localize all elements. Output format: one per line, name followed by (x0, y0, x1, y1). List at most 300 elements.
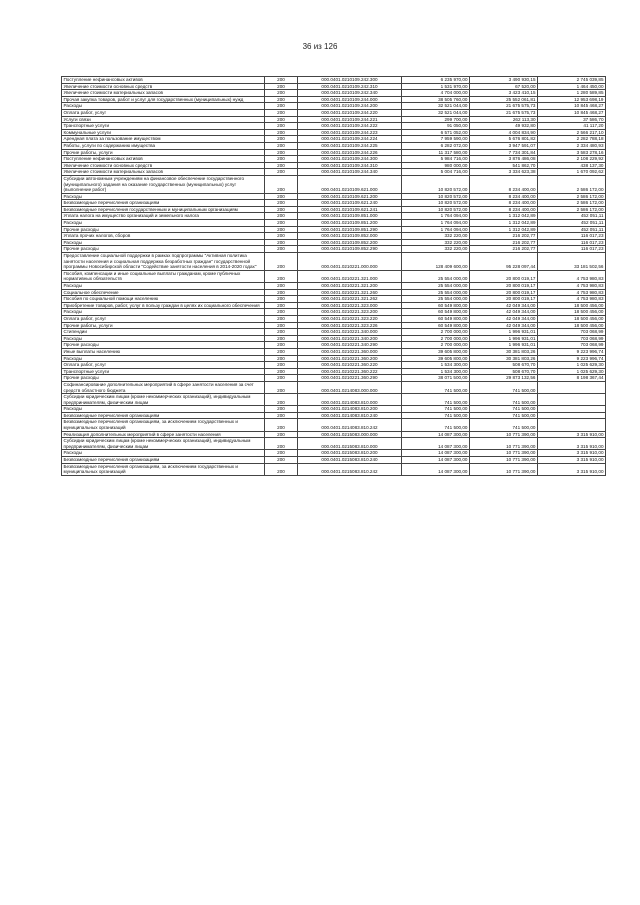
row-code-cell: 200 (265, 193, 298, 200)
row-remaining-cell: 4 753 980,83 (538, 289, 606, 296)
row-name-cell: Прочие расходы (62, 226, 265, 233)
row-kbk-cell: 000.0401.0210221.360.000 (298, 348, 402, 355)
row-remaining-cell: 18 500 456,00 (538, 322, 606, 329)
row-kbk-cell: 000.0401.0215083.810.200 (298, 450, 402, 457)
row-approved-cell: 38 505 760,00 (402, 96, 470, 103)
row-name-cell: Субсидии автономным учреждениям на финансовое обеспечение государственного (муниципального) задания на оказание государственных (муниципальных) услуг (выполнение работ) (62, 175, 265, 193)
row-remaining-cell: 4 753 980,83 (538, 296, 606, 303)
row-executed-cell: 67 520,00 (470, 83, 538, 90)
row-executed-cell: 5 676 801,82 (470, 136, 538, 143)
row-approved-cell: 1 764 094,00 (402, 220, 470, 227)
row-name-cell: Безвозмездные перечисления организациям, за исключением государственных и муниципальных организаций (62, 419, 265, 431)
row-remaining-cell (538, 419, 606, 431)
row-kbk-cell: 000.0401.0210221.340.000 (298, 329, 402, 336)
budget-execution-table (61, 76, 606, 476)
table-row (62, 342, 606, 349)
row-remaining-cell: 2 586 172,00 (538, 200, 606, 207)
row-executed-cell: 7 734 301,84 (470, 149, 538, 156)
table-row (62, 412, 606, 419)
row-code-cell: 200 (265, 309, 298, 316)
row-code-cell: 200 (265, 169, 298, 176)
row-approved-cell: 38 071 500,00 (402, 375, 470, 382)
table-row (62, 368, 606, 375)
row-executed-cell: 216 202,77 (470, 246, 538, 253)
row-remaining-cell: 3 583 278,16 (538, 149, 606, 156)
row-approved-cell: 60 549 800,00 (402, 302, 470, 309)
row-approved-cell: 6 571 052,00 (402, 129, 470, 136)
row-executed-cell: 25 552 061,81 (470, 96, 538, 103)
table-row (62, 116, 606, 123)
row-executed-cell: 3 490 930,15 (470, 77, 538, 84)
row-approved-cell: 10 820 572,00 (402, 193, 470, 200)
row-name-cell: Предоставление социальной поддержки в рамках подпрограммы "Активная политика занятости населения и социальная поддержка безработных граждан" государственной программы Новосибирской области "Содействие занятости населения в 2014-2020 годах" (62, 253, 265, 271)
row-executed-cell: 20 800 019,17 (470, 270, 538, 282)
row-code-cell: 200 (265, 296, 298, 303)
row-remaining-cell: 116 017,23 (538, 239, 606, 246)
row-kbk-cell: 000.0401.0210109.851.200 (298, 220, 402, 227)
row-name-cell: Расходы (62, 309, 265, 316)
row-kbk-cell: 000.0401.0210221.321.260 (298, 289, 402, 296)
row-code-cell: 200 (265, 136, 298, 143)
row-kbk-cell: 000.0401.0210109.244.226 (298, 149, 402, 156)
table-row (62, 129, 606, 136)
row-executed-cell: 1 312 042,89 (470, 220, 538, 227)
row-executed-cell: 3 423 410,15 (470, 90, 538, 97)
row-name-cell: Расходы (62, 450, 265, 457)
table-row (62, 213, 606, 220)
row-remaining-cell: 3 315 910,00 (538, 457, 606, 464)
row-remaining-cell: 703 068,99 (538, 329, 606, 336)
row-executed-cell: 10 771 390,00 (470, 457, 538, 464)
row-code-cell: 200 (265, 109, 298, 116)
row-kbk-cell: 000.0401.0215083.810.242 (298, 463, 402, 475)
row-name-cell: Расходы (62, 193, 265, 200)
row-code-cell: 200 (265, 103, 298, 110)
table-row (62, 246, 606, 253)
row-executed-cell: 1 996 931,01 (470, 342, 538, 349)
row-executed-cell: 1 312 042,89 (470, 226, 538, 233)
row-code-cell: 200 (265, 457, 298, 464)
row-executed-cell: 20 800 019,17 (470, 289, 538, 296)
table-row (62, 162, 606, 169)
table-row (62, 431, 606, 438)
row-executed-cell: 741 500,00 (470, 412, 538, 419)
row-kbk-cell: 000.0401.0210109.244.220 (298, 109, 402, 116)
row-name-cell: Социальное обеспечение (62, 289, 265, 296)
row-code-cell: 200 (265, 375, 298, 382)
row-approved-cell: 60 549 800,00 (402, 315, 470, 322)
row-remaining-cell: 18 500 456,00 (538, 315, 606, 322)
row-name-cell: Расходы (62, 355, 265, 362)
row-executed-cell: 1 996 931,01 (470, 335, 538, 342)
row-remaining-cell (538, 381, 606, 393)
row-name-cell: Расходы (62, 283, 265, 290)
row-remaining-cell: 1 280 589,85 (538, 90, 606, 97)
row-kbk-cell: 000.0401.0210221.340.290 (298, 342, 402, 349)
row-remaining-cell (538, 394, 606, 406)
row-kbk-cell: 000.0401.0214083.000.000 (298, 381, 402, 393)
row-approved-cell: 25 554 000,00 (402, 289, 470, 296)
row-code-cell: 200 (265, 283, 298, 290)
row-kbk-cell: 000.0401.0210109.244.225 (298, 142, 402, 149)
row-approved-cell: 1 764 094,00 (402, 226, 470, 233)
row-approved-cell: 39 605 800,00 (402, 348, 470, 355)
table-row (62, 149, 606, 156)
row-code-cell: 200 (265, 412, 298, 419)
row-executed-cell: 29 873 132,56 (470, 375, 538, 382)
row-code-cell: 200 (265, 315, 298, 322)
row-remaining-cell: 37 586,70 (538, 116, 606, 123)
row-executed-cell: 10 771 390,00 (470, 463, 538, 475)
row-executed-cell: 42 049 344,00 (470, 315, 538, 322)
table-row (62, 315, 606, 322)
row-remaining-cell: 1 670 092,62 (538, 169, 606, 176)
row-name-cell: Субсидии юридическим лицам (кроме некоммерческих организаций), индивидуальным предпринимателям, физическим лицам (62, 438, 265, 450)
row-code-cell: 200 (265, 419, 298, 431)
row-code-cell: 200 (265, 322, 298, 329)
row-code-cell: 200 (265, 394, 298, 406)
row-remaining-cell: 438 137,30 (538, 162, 606, 169)
table-row (62, 253, 606, 271)
row-code-cell: 200 (265, 123, 298, 130)
row-remaining-cell: 10 845 468,27 (538, 103, 606, 110)
row-executed-cell: 30 381 803,26 (470, 355, 538, 362)
row-approved-cell: 5 984 716,00 (402, 156, 470, 163)
row-kbk-cell: 000.0401.0210109.852.200 (298, 239, 402, 246)
row-name-cell: Расходы (62, 220, 265, 227)
row-code-cell: 200 (265, 431, 298, 438)
row-code-cell: 200 (265, 329, 298, 336)
row-kbk-cell: 000.0401.0214083.810.242 (298, 419, 402, 431)
table-row (62, 233, 606, 240)
row-name-cell: Прочие работы, услуги (62, 149, 265, 156)
table-row (62, 142, 606, 149)
row-code-cell: 200 (265, 381, 298, 393)
row-executed-cell: 95 228 097,44 (470, 253, 538, 271)
row-approved-cell: 14 087 300,00 (402, 438, 470, 450)
page-number: 36 из 126 (302, 42, 338, 51)
row-remaining-cell: 18 500 456,00 (538, 302, 606, 309)
row-remaining-cell: 2 334 480,93 (538, 142, 606, 149)
table-row (62, 136, 606, 143)
table-row (62, 220, 606, 227)
row-kbk-cell: 000.0401.0210221.360.222 (298, 368, 402, 375)
row-approved-cell: 14 087 300,00 (402, 457, 470, 464)
row-code-cell: 200 (265, 149, 298, 156)
row-code-cell: 200 (265, 463, 298, 475)
table-row (62, 193, 606, 200)
row-executed-cell: 216 202,77 (470, 233, 538, 240)
row-remaining-cell: 3 315 910,00 (538, 438, 606, 450)
row-remaining-cell: 3 315 910,00 (538, 450, 606, 457)
row-executed-cell: 3 947 591,07 (470, 142, 538, 149)
row-code-cell: 200 (265, 116, 298, 123)
row-code-cell: 200 (265, 342, 298, 349)
row-approved-cell: 332 220,00 (402, 246, 470, 253)
table-row (62, 206, 606, 213)
table-row (62, 419, 606, 431)
row-remaining-cell: 10 845 468,27 (538, 109, 606, 116)
row-executed-cell: 42 049 344,00 (470, 309, 538, 316)
row-kbk-cell: 000.0401.0215083.000.000 (298, 431, 402, 438)
row-remaining-cell: 452 051,11 (538, 213, 606, 220)
row-approved-cell: 6 235 970,00 (402, 77, 470, 84)
row-code-cell: 200 (265, 406, 298, 413)
row-code-cell: 200 (265, 233, 298, 240)
row-kbk-cell: 000.0401.0210221.360.220 (298, 362, 402, 369)
row-name-cell: Реализация дополнительных мероприятий в сфере занятости населения (62, 431, 265, 438)
row-approved-cell: 2 700 000,00 (402, 329, 470, 336)
table-row (62, 96, 606, 103)
row-code-cell: 200 (265, 355, 298, 362)
row-remaining-cell: 12 953 698,19 (538, 96, 606, 103)
row-code-cell: 200 (265, 175, 298, 193)
row-remaining-cell (538, 412, 606, 419)
row-remaining-cell: 33 181 502,56 (538, 253, 606, 271)
table-row (62, 335, 606, 342)
row-code-cell: 200 (265, 270, 298, 282)
row-kbk-cell: 000.0401.0210109.244.300 (298, 156, 402, 163)
table-row (62, 200, 606, 207)
table-row (62, 362, 606, 369)
row-executed-cell: 8 234 400,00 (470, 175, 538, 193)
row-name-cell: Стипендии (62, 329, 265, 336)
row-approved-cell: 14 087 300,00 (402, 450, 470, 457)
row-executed-cell: 20 800 019,17 (470, 296, 538, 303)
row-executed-cell: 21 675 575,73 (470, 109, 538, 116)
row-code-cell: 200 (265, 77, 298, 84)
row-approved-cell: 14 087 300,00 (402, 431, 470, 438)
row-approved-cell: 32 521 044,00 (402, 109, 470, 116)
row-name-cell: Приобретение товаров, работ, услуг в пользу граждан в целях их социального обеспечения (62, 302, 265, 309)
row-remaining-cell: 8 198 367,44 (538, 375, 606, 382)
row-code-cell: 200 (265, 335, 298, 342)
table-row (62, 302, 606, 309)
row-name-cell: Пособия, компенсации и иные социальные выплаты гражданам, кроме публичных нормативных обязательств (62, 270, 265, 282)
row-kbk-cell: 000.0401.0214083.810.200 (298, 406, 402, 413)
row-code-cell: 200 (265, 129, 298, 136)
table-row (62, 438, 606, 450)
row-executed-cell: 741 500,00 (470, 406, 538, 413)
row-remaining-cell: 3 315 910,00 (538, 463, 606, 475)
row-approved-cell: 25 554 000,00 (402, 296, 470, 303)
table-row (62, 226, 606, 233)
row-approved-cell: 39 605 800,00 (402, 355, 470, 362)
row-kbk-cell: 000.0401.0210221.321.262 (298, 296, 402, 303)
row-name-cell: Работы, услуги по содержанию имущества (62, 142, 265, 149)
table-row (62, 348, 606, 355)
row-code-cell: 200 (265, 362, 298, 369)
row-remaining-cell: 18 500 456,00 (538, 309, 606, 316)
row-remaining-cell: 2 108 229,92 (538, 156, 606, 163)
row-approved-cell: 332 220,00 (402, 233, 470, 240)
row-remaining-cell: 9 223 996,74 (538, 355, 606, 362)
row-executed-cell: 3 334 623,38 (470, 169, 538, 176)
row-executed-cell: 508 670,70 (470, 368, 538, 375)
row-kbk-cell: 000.0401.0210109.244.310 (298, 162, 402, 169)
row-approved-cell: 60 549 800,00 (402, 309, 470, 316)
row-approved-cell: 91 050,00 (402, 123, 470, 130)
row-kbk-cell: 000.0401.0210221.323.226 (298, 322, 402, 329)
row-kbk-cell: 000.0401.0210109.244.222 (298, 123, 402, 130)
table-row (62, 457, 606, 464)
row-executed-cell: 8 234 400,00 (470, 206, 538, 213)
row-remaining-cell: 452 051,11 (538, 226, 606, 233)
row-name-cell: Расходы (62, 335, 265, 342)
row-name-cell: Расходы (62, 406, 265, 413)
table-row (62, 283, 606, 290)
table-row (62, 90, 606, 97)
row-name-cell: Прочие расходы (62, 342, 265, 349)
row-approved-cell: 741 500,00 (402, 412, 470, 419)
row-remaining-cell: 2 566 217,10 (538, 129, 606, 136)
row-approved-cell: 980 000,00 (402, 162, 470, 169)
row-remaining-cell: 703 068,99 (538, 335, 606, 342)
row-approved-cell: 11 317 580,00 (402, 149, 470, 156)
table-row (62, 381, 606, 393)
row-approved-cell: 32 521 044,00 (402, 103, 470, 110)
row-name-cell: Увеличение стоимости материальных запасов (62, 90, 265, 97)
row-kbk-cell: 000.0401.0210109.244.000 (298, 96, 402, 103)
row-executed-cell: 20 800 019,17 (470, 283, 538, 290)
row-kbk-cell: 000.0401.0210221.321.000 (298, 270, 402, 282)
row-name-cell: Поступление нефинансовых активов (62, 156, 265, 163)
row-kbk-cell: 000.0401.0210221.323.200 (298, 309, 402, 316)
row-name-cell: Безвозмездные перечисления организациям (62, 457, 265, 464)
table-row (62, 123, 606, 130)
row-approved-cell: 10 820 572,00 (402, 200, 470, 207)
row-remaining-cell: 1 025 629,30 (538, 368, 606, 375)
row-approved-cell: 10 820 572,00 (402, 206, 470, 213)
row-kbk-cell: 000.0401.0210221.323.000 (298, 302, 402, 309)
row-kbk-cell: 000.0401.0210221.360.200 (298, 355, 402, 362)
table-row (62, 406, 606, 413)
row-remaining-cell: 4 753 980,83 (538, 270, 606, 282)
row-approved-cell: 1 534 300,00 (402, 362, 470, 369)
row-remaining-cell: 2 586 172,00 (538, 193, 606, 200)
row-name-cell: Транспортные услуги (62, 123, 265, 130)
row-executed-cell: 8 234 400,00 (470, 200, 538, 207)
row-remaining-cell: 2 586 172,00 (538, 175, 606, 193)
row-approved-cell: 1 531 970,00 (402, 83, 470, 90)
row-executed-cell: 508 670,70 (470, 362, 538, 369)
row-name-cell: Оплата работ, услуг (62, 362, 265, 369)
row-approved-cell: 128 409 600,00 (402, 253, 470, 271)
row-kbk-cell: 000.0401.0210109.621.241 (298, 206, 402, 213)
row-kbk-cell: 000.0401.0210109.621.000 (298, 175, 402, 193)
row-kbk-cell: 000.0401.0210109.242.310 (298, 83, 402, 90)
row-executed-cell: 1 312 042,89 (470, 213, 538, 220)
row-kbk-cell: 000.0401.0210109.244.223 (298, 129, 402, 136)
row-executed-cell: 21 675 575,73 (470, 103, 538, 110)
row-remaining-cell: 116 017,23 (538, 233, 606, 240)
row-kbk-cell: 000.0401.0215083.810.000 (298, 438, 402, 450)
row-code-cell: 200 (265, 289, 298, 296)
row-executed-cell: 4 004 834,90 (470, 129, 538, 136)
row-approved-cell: 60 549 800,00 (402, 322, 470, 329)
row-kbk-cell: 000.0401.0210109.244.340 (298, 169, 402, 176)
row-remaining-cell: 41 117,20 (538, 123, 606, 130)
row-remaining-cell: 1 025 629,30 (538, 362, 606, 369)
row-approved-cell: 7 959 590,00 (402, 136, 470, 143)
row-name-cell: Поступление нефинансовых активов (62, 77, 265, 84)
row-approved-cell: 25 554 000,00 (402, 283, 470, 290)
row-kbk-cell: 000.0401.0210109.851.000 (298, 213, 402, 220)
row-executed-cell: 10 771 390,00 (470, 450, 538, 457)
row-remaining-cell: 452 051,11 (538, 220, 606, 227)
row-approved-cell: 2 700 000,00 (402, 342, 470, 349)
table-row (62, 103, 606, 110)
row-name-cell: Расходы (62, 103, 265, 110)
row-approved-cell: 25 554 000,00 (402, 270, 470, 282)
row-approved-cell: 332 220,00 (402, 239, 470, 246)
row-name-cell: Арендная плата за пользование имуществом (62, 136, 265, 143)
row-kbk-cell: 000.0401.0210109.621.240 (298, 200, 402, 207)
row-approved-cell: 2 700 000,00 (402, 335, 470, 342)
row-name-cell: Иные выплаты населению (62, 348, 265, 355)
row-code-cell: 200 (265, 206, 298, 213)
row-code-cell: 200 (265, 239, 298, 246)
table-row (62, 83, 606, 90)
row-remaining-cell: 3 315 910,00 (538, 431, 606, 438)
row-approved-cell: 14 087 300,00 (402, 463, 470, 475)
row-code-cell: 200 (265, 253, 298, 271)
row-kbk-cell: 000.0401.0210109.852.000 (298, 233, 402, 240)
row-executed-cell: 30 381 803,26 (470, 348, 538, 355)
row-approved-cell: 10 820 572,00 (402, 175, 470, 193)
row-remaining-cell: 116 017,23 (538, 246, 606, 253)
row-name-cell: Безвозмездные перечисления организациям, за исключением государственных и муниципальных организаций (62, 463, 265, 475)
row-name-cell: Уплата прочих налогов, сборов (62, 233, 265, 240)
row-executed-cell: 10 771 390,00 (470, 438, 538, 450)
row-approved-cell: 5 004 716,00 (402, 169, 470, 176)
table-row (62, 169, 606, 176)
row-kbk-cell: 000.0401.0210109.242.300 (298, 77, 402, 84)
row-name-cell: Услуги связи (62, 116, 265, 123)
row-executed-cell: 216 202,77 (470, 239, 538, 246)
table-row (62, 463, 606, 475)
row-code-cell: 200 (265, 90, 298, 97)
row-remaining-cell: 2 282 788,18 (538, 136, 606, 143)
table-row (62, 270, 606, 282)
row-name-cell: Расходы (62, 239, 265, 246)
table-row (62, 175, 606, 193)
row-name-cell: Оплата работ, услуг (62, 315, 265, 322)
row-executed-cell: 49 932,80 (470, 123, 538, 130)
row-code-cell: 200 (265, 162, 298, 169)
row-name-cell: Увеличение стоимости основных средств (62, 162, 265, 169)
row-code-cell: 200 (265, 156, 298, 163)
row-code-cell: 200 (265, 96, 298, 103)
row-code-cell: 200 (265, 368, 298, 375)
table-row (62, 394, 606, 406)
row-code-cell: 200 (265, 220, 298, 227)
row-approved-cell: 1 534 300,00 (402, 368, 470, 375)
row-executed-cell: 262 113,30 (470, 116, 538, 123)
row-executed-cell: 10 771 390,00 (470, 431, 538, 438)
row-kbk-cell: 000.0401.0210109.621.200 (298, 193, 402, 200)
row-kbk-cell: 000.0401.0210221.360.290 (298, 375, 402, 382)
row-code-cell: 200 (265, 438, 298, 450)
row-remaining-cell: 2 586 172,00 (538, 206, 606, 213)
row-kbk-cell: 000.0401.0215083.810.240 (298, 457, 402, 464)
table-row (62, 156, 606, 163)
row-kbk-cell: 000.0401.0210109.244.200 (298, 103, 402, 110)
row-name-cell: Пособия по социальной помощи населению (62, 296, 265, 303)
row-code-cell: 200 (265, 213, 298, 220)
row-executed-cell: 741 500,00 (470, 381, 538, 393)
row-executed-cell: 741 500,00 (470, 419, 538, 431)
